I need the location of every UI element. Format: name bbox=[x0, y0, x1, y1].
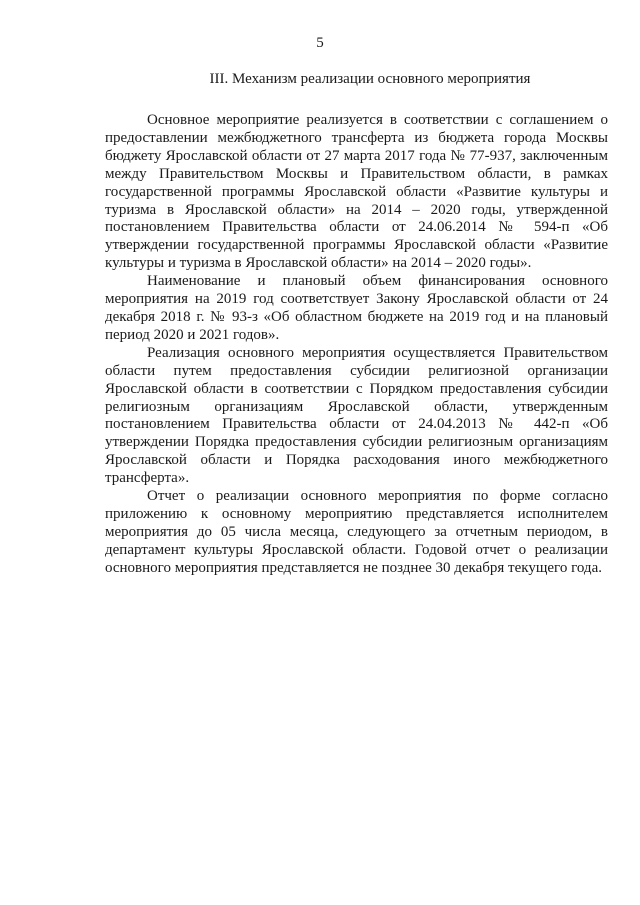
paragraph-reporting: Отчет о реализации основного мероприятия по форме согласно приложению к основному мероприятию представляется исполнителем мероприятия до 05 числа месяца, следующего за отчетным периодом, в департамент культуры Ярославской области. Годовой отчет о реализации основного мероприятия представляется не позднее 30 декабря текущего года. bbox=[105, 488, 608, 576]
body-text bbox=[105, 112, 608, 578]
paragraph-subsidy: Реализация основного мероприятия осуществляется Правительством области путем предоставления субсидии религиозной организации Ярославской области в соответствии с Порядком предоставления субсидии религиозным организациям Ярославской области, утвержденным постановлением Правительства области от 24.04.2013 № 442-п «Об утверждении Порядка предоставления субсидии религиозным организациям Ярославской области и Порядка расходования иного межбюджетного трансферта». bbox=[105, 344, 608, 487]
section-heading: III. Механизм реализации основного мероприятия bbox=[209, 71, 531, 87]
page-number: 5 bbox=[316, 35, 324, 51]
paragraph-financing: Наименование и плановый объем финансирования основного мероприятия на 2019 год соответствует Закону Ярославской области от 24 декабря 2018 г. № 93-з «Об областном бюджете на 2019 год и на плановый период 2020 и 2021 годов». bbox=[105, 273, 608, 343]
paragraph-implementation-basis: Основное мероприятие реализуется в соответствии с соглашением о предоставлении межбюджетного трансферта из бюджета города Москвы бюджету Ярославской области от 27 марта 2017 года № 77-937, заключенным между Правительством Москвы и Правительством области, в рамках государственной программы Ярославской области «Развитие культуры и туризма в Ярославской области» на 2014 – 2020 годы, утвержденной постановлением Правительства области от 24.06.2014 № 594-п «Об утверждении государственной программы Ярославской области «Развитие культуры и туризма в Ярославской области» на 2014 – 2020 годы». bbox=[105, 112, 608, 272]
